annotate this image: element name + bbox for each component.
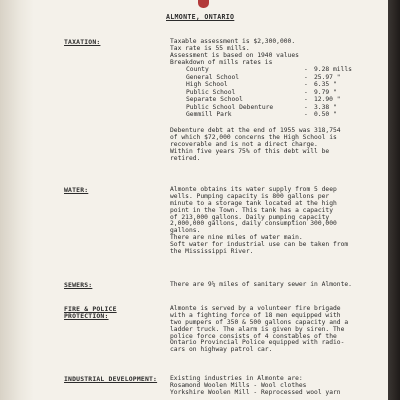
label-line: FIRE & POLICE [64, 305, 117, 313]
rate-name: Public School Debenture [186, 103, 274, 111]
text-line: Existing industries in Almonte are: [170, 375, 303, 382]
text-line: point in the Town. This tank has a capacity [170, 206, 334, 214]
text-line: retired. [170, 154, 201, 162]
rate-name: Separate School [186, 96, 243, 103]
text-line: minute to a storage tank located at the high [170, 199, 337, 207]
rate-value: 3.38 " [314, 103, 337, 111]
text-line: Assessment is based on 1940 values [170, 51, 299, 59]
text-line: the Mississippi River. [170, 248, 254, 256]
text-line: ladder truck. The alarm is given by siren. The [170, 325, 345, 333]
rate-name: County [186, 66, 209, 73]
page-edge-shadow [388, 0, 400, 400]
text-line: Breakdown of mills rates is [170, 58, 273, 66]
text-line: Tax rate is 55 mills. [170, 44, 250, 52]
text-line: Almonte is served by a volunteer fire brigade [170, 305, 341, 312]
text-line: gallons. [170, 227, 201, 235]
rate-value: 12.90 " [314, 96, 341, 103]
rate-value: 9.28 mills [314, 66, 352, 73]
section-label-fire-police [64, 306, 117, 320]
rate-dash: - [304, 66, 308, 73]
text-line: There are 9¼ miles of sanitary sewer in Almonte. [170, 281, 352, 288]
mill-rate-row [170, 112, 380, 120]
section-label-water: WATER: [64, 186, 89, 194]
text-line: 2,000,000 gallons, daily consumption 300,000 [170, 220, 337, 228]
red-seal-icon [198, 0, 209, 8]
rate-dash: - [304, 103, 308, 111]
mill-rates-table [170, 67, 380, 120]
taxation-text [170, 39, 380, 67]
section-label-sewers: SEWERS: [64, 281, 93, 289]
text-line: of which $72,000 concerns the High School is [170, 133, 337, 141]
text-line: Soft water for industrial use can be taken from [170, 241, 349, 249]
rate-value: 9.79 " [314, 88, 337, 96]
rate-name: Gemmill Park [186, 111, 232, 118]
page-title: ALMONTE, ONTARIO [166, 13, 235, 21]
text-line: Rosamond Woolen Mills - Wool clothes [170, 381, 307, 389]
rate-value: 25.97 " [314, 73, 341, 81]
page-binding-edge [0, 0, 34, 400]
text-line: two pumpers of 350 & 500 gallons capacity and a [170, 318, 349, 326]
text-line: Within five years 75% of this debt will be [170, 147, 330, 155]
text-line: recoverable and is not a direct charge. [170, 140, 318, 148]
debenture-text [170, 128, 380, 162]
sewers-text [170, 282, 380, 289]
rate-dash: - [304, 73, 308, 81]
rate-value: 0.50 " [314, 111, 337, 118]
text-line: Taxable assessment is $2,300,000. [170, 38, 296, 45]
section-label-taxation: TAXATION: [64, 38, 101, 46]
rate-name: High School [186, 81, 228, 88]
text-line: of 213,000 gallons. Daily pumping capacity [170, 213, 330, 221]
text-line: with a fighting force of 18 men equipped with [170, 311, 341, 319]
text-line: Ontario Provincial Police equipped with radio- [170, 339, 345, 347]
text-line: Debenture debt at the end of 1955 was 318,754 [170, 127, 341, 134]
label-line: PROTECTION: [64, 312, 109, 320]
rate-name: Public School [186, 88, 236, 96]
rate-name: General School [186, 73, 240, 81]
rate-dash: - [304, 88, 308, 96]
text-line: Almonte obtains its water supply from 5 deep [170, 186, 337, 193]
rate-dash: - [304, 81, 308, 88]
industrial-text [170, 376, 380, 397]
text-line: Yorkshire Woolen Mill - Reprocessed wool yarn [170, 388, 341, 396]
rate-dash: - [304, 96, 308, 103]
water-text [170, 187, 380, 256]
fire-police-text [170, 306, 380, 354]
text-line: There are nine miles of water main. [170, 234, 303, 242]
rate-dash: - [304, 111, 308, 118]
text-line: wells. Pumping capacity is 800 gallons per [170, 192, 330, 200]
section-label-industrial: INDUSTRIAL DEVELOPMENT: [64, 375, 158, 383]
text-line: cars on highway patrol car. [170, 346, 273, 354]
rate-value: 6.35 " [314, 81, 337, 88]
text-line: police force consists of 4 constables of the [170, 332, 337, 340]
